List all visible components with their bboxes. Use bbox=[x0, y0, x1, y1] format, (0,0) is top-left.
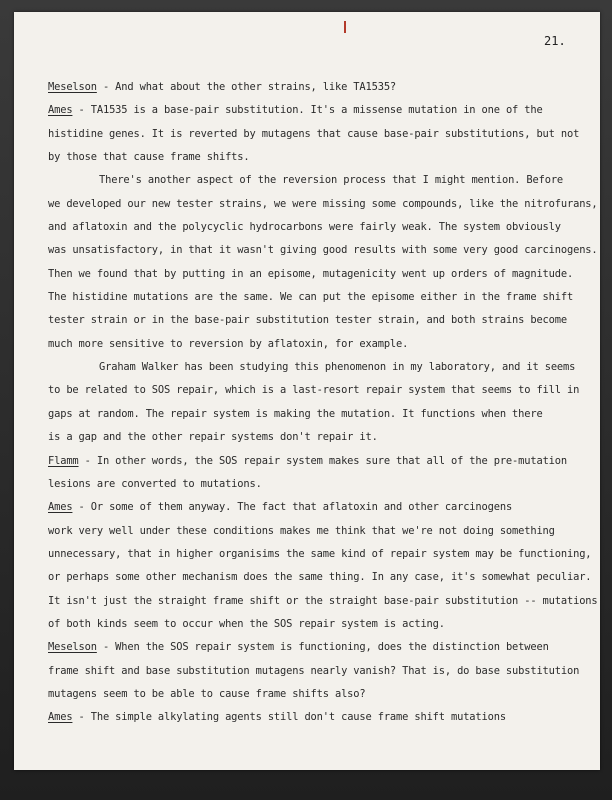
speaker-name: Meselson bbox=[48, 81, 97, 93]
line-text: frame shift and base substitution mutagens nearly vanish? That is, do base substitution bbox=[48, 664, 580, 677]
line-text: tester strain or in the base-pair substitution tester strain, and both strains become bbox=[48, 314, 567, 327]
transcript-line bbox=[48, 286, 588, 309]
line-text: The histidine mutations are the same. We can put the episome either in the frame shift bbox=[48, 291, 574, 304]
line-text: - When the SOS repair system is functioning, does the distinction between bbox=[96, 641, 549, 654]
line-text: is a gap and the other repair systems don't repair it. bbox=[48, 431, 378, 444]
transcript-line bbox=[48, 543, 592, 566]
line-text: work very well under these conditions makes me think that we're not doing something bbox=[48, 524, 555, 537]
transcript-line bbox=[48, 426, 588, 449]
transcript-line bbox=[48, 379, 588, 402]
speaker-name: Ames bbox=[48, 104, 73, 117]
line-text: unnecessary, that in higher organisims the same kind of repair system may be functioning, bbox=[48, 547, 592, 560]
line-text: - In other words, the SOS repair system makes sure that all of the pre-mutation bbox=[78, 454, 567, 467]
line-text: by those that cause frame shifts. bbox=[48, 151, 250, 164]
line-text: - TA1535 is a base-pair substitution. It's a missense mutation in one of the bbox=[72, 104, 543, 117]
red-margin-mark bbox=[344, 21, 346, 33]
line-text: It isn't just the straight frame shift or the straight base-pair substitution -- mutations bbox=[48, 594, 598, 607]
transcript-line bbox=[48, 193, 598, 216]
dialogue-line bbox=[48, 636, 588, 659]
transcript-line bbox=[48, 590, 598, 613]
line-text: - The simple alkylating agents still don't cause frame shift mutations bbox=[72, 711, 506, 724]
transcript-line bbox=[48, 263, 588, 286]
dialogue-line bbox=[48, 76, 588, 99]
transcript-line bbox=[48, 216, 588, 239]
transcript-line bbox=[48, 356, 588, 379]
line-text: of both kinds seem to occur when the SOS repair system is acting. bbox=[48, 617, 445, 630]
line-text: There's another aspect of the reversion process that I might mention. Before bbox=[99, 174, 564, 187]
line-text: gaps at random. The repair system is making the mutation. It functions when there bbox=[48, 407, 543, 420]
transcript-line bbox=[48, 520, 588, 543]
line-text: to be related to SOS repair, which is a last-resort repair system that seems to fill in bbox=[48, 384, 580, 397]
transcript-line bbox=[48, 309, 588, 332]
transcript-line bbox=[48, 403, 588, 426]
transcript-line bbox=[48, 566, 592, 589]
transcript-line bbox=[48, 473, 588, 496]
transcript-line bbox=[48, 239, 598, 262]
transcript-line bbox=[48, 660, 588, 683]
line-text: we developed our new tester strains, we were missing some compounds, like the nitrofurans, bbox=[48, 197, 598, 210]
dialogue-line bbox=[48, 99, 588, 122]
page-number: 21. bbox=[544, 34, 566, 48]
line-text: mutagens seem to be able to cause frame shifts also? bbox=[48, 687, 366, 700]
dialogue-line bbox=[48, 706, 588, 729]
speaker-name: Ames bbox=[48, 501, 73, 514]
line-text: much more sensitive to reversion by aflatoxin, for example. bbox=[48, 337, 409, 350]
transcript-line bbox=[48, 333, 588, 356]
line-text: - Or some of them anyway. The fact that aflatoxin and other carcinogens bbox=[72, 501, 513, 514]
dialogue-line bbox=[48, 496, 588, 519]
transcript-line bbox=[48, 169, 588, 192]
transcript-body bbox=[48, 76, 598, 730]
transcript-line bbox=[48, 146, 588, 169]
transcript-line bbox=[48, 613, 588, 636]
line-text: Graham Walker has been studying this phenomenon in my laboratory, and it seems bbox=[99, 361, 576, 374]
speaker-name: Meselson bbox=[48, 641, 97, 654]
typed-page bbox=[14, 12, 600, 770]
line-text: or perhaps some other mechanism does the same thing. In any case, it's somewhat peculiar. bbox=[48, 571, 592, 584]
transcript-line bbox=[48, 683, 588, 706]
line-text: - And what about the other strains, like TA1535? bbox=[96, 81, 397, 93]
speaker-name: Ames bbox=[48, 711, 73, 724]
transcript-line bbox=[48, 123, 588, 146]
line-text: Then we found that by putting in an episome, mutagenicity went up orders of magnitude. bbox=[48, 267, 574, 280]
speaker-name: Flamm bbox=[48, 454, 79, 467]
line-text: lesions are converted to mutations. bbox=[48, 477, 262, 490]
line-text: and aflatoxin and the polycyclic hydrocarbons were fairly weak. The system obviously bbox=[48, 221, 561, 234]
line-text: histidine genes. It is reverted by mutagens that cause base-pair substitutions, but not bbox=[48, 127, 580, 140]
dialogue-line bbox=[48, 450, 588, 473]
line-text: was unsatisfactory, in that it wasn't giving good results with some very good carcinogens. bbox=[48, 244, 598, 257]
